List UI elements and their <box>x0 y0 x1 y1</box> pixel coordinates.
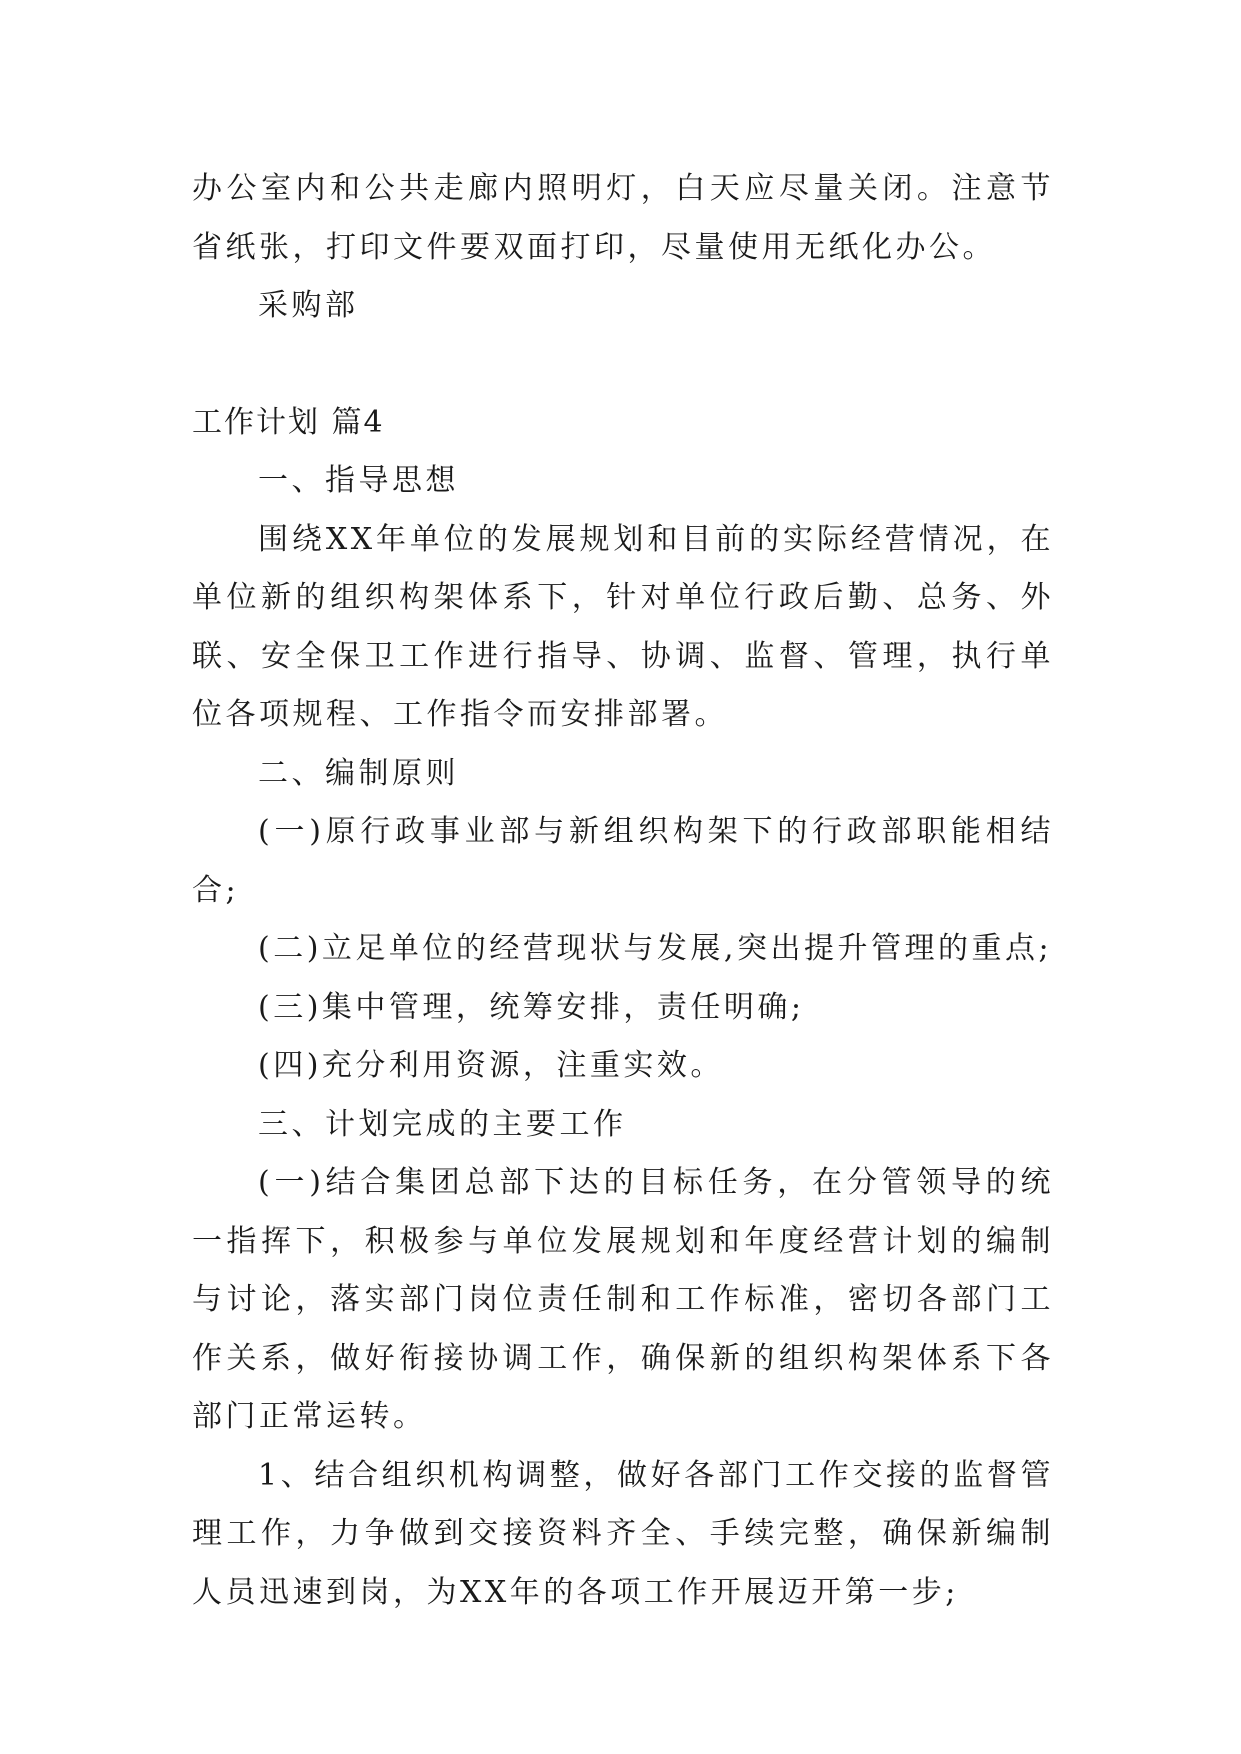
paragraph-guiding-ideology: 围绕XX年单位的发展规划和目前的实际经营情况，在单位新的组织构架体系下，针对单位行政后勤、总务、外联、安全保卫工作进行指导、协调、监督、管理，执行单位各项规程、工作指令而安排部署。 <box>192 521 1054 732</box>
principle-item-1: (一)原行政事业部与新组织构架下的行政部职能相结合; <box>192 814 1054 908</box>
blank-line <box>192 336 1054 394</box>
department-signature: 采购部 <box>258 288 359 323</box>
document-body <box>192 160 1054 1622</box>
heading-main-work: 三、计划完成的主要工作 <box>258 1106 627 1142</box>
principle-item-3: (三)集中管理，统筹安排，责任明确; <box>258 989 805 1025</box>
paragraph-energy-saving: 办公室内和公共走廊内照明灯，白天应尽量关闭。注意节省纸张，打印文件要双面打印，尽量使用无纸化办公。 <box>192 171 1054 265</box>
heading-guiding-ideology: 一、指导思想 <box>258 463 459 498</box>
principle-item-4: (四)充分利用资源，注重实效。 <box>258 1048 724 1083</box>
paragraph-main-work-1-1: 1、结合组织机构调整，做好各部门工作交接的监督管理工作，力争做到交接资料齐全、手续完整，确保新编制人员迅速到岗，为XX年的各项工作开展迈开第一步; <box>192 1457 1054 1610</box>
section-title: 工作计划 篇4 <box>192 404 385 440</box>
paragraph-main-work-1: (一)结合集团总部下达的目标任务，在分管领导的统一指挥下，积极参与单位发展规划和年度经营计划的编制与讨论，落实部门岗位责任制和工作标准，密切各部门工作关系，做好衔接协调工作，确保新的组织构架体系下各部门正常运转。 <box>192 1165 1054 1434</box>
heading-principles: 二、编制原则 <box>258 755 459 791</box>
principle-item-2: (二)立足单位的经营现状与发展,突出提升管理的重点; <box>258 931 1053 966</box>
